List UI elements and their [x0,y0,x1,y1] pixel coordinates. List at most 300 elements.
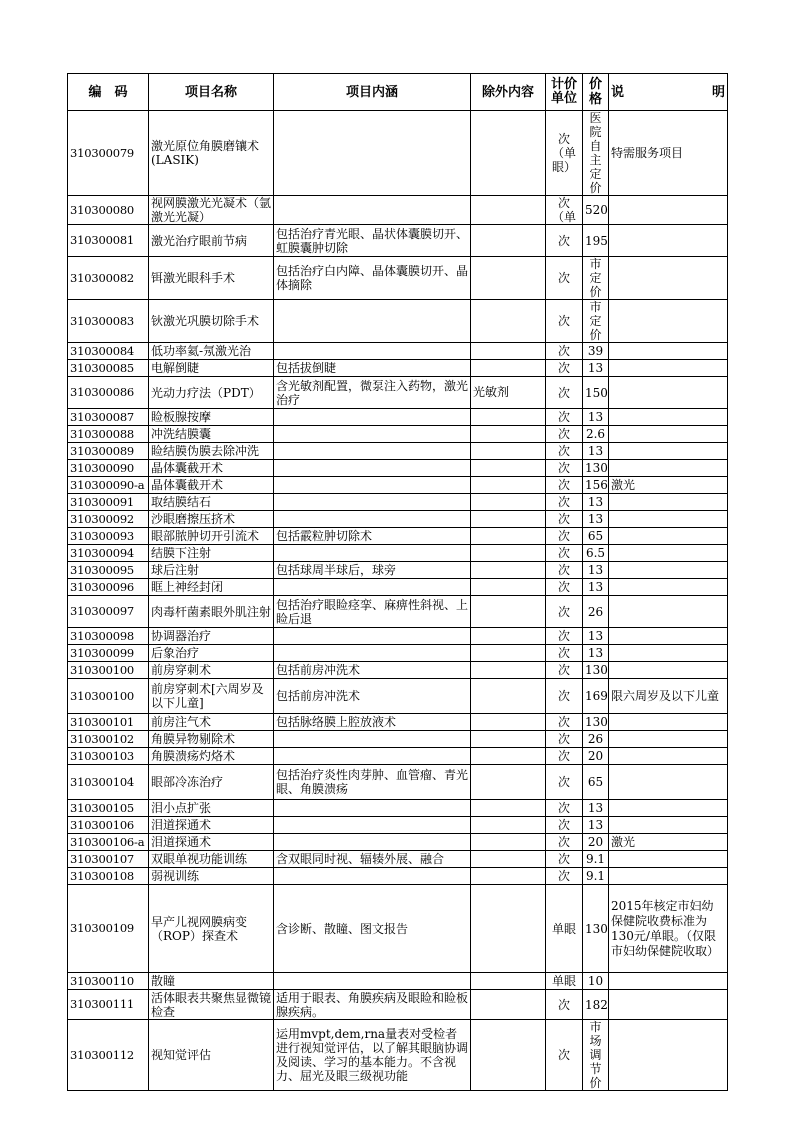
cell-unit: 次（单 [546,196,583,225]
cell-price: 150 [583,377,609,409]
cell-unit: 次 [546,1020,583,1091]
cell-price: 65 [583,765,609,800]
cell-name: 视知觉评估 [149,1020,274,1091]
cell-price: 20 [583,748,609,765]
cell-content [274,628,471,645]
cell-name: 散瞳 [149,973,274,990]
table-row [68,990,728,1020]
cell-price: 9.1 [583,851,609,868]
table-row [68,494,728,511]
cell-exclude [471,111,546,196]
table-row [68,596,728,628]
cell-unit: 次 [546,511,583,528]
cell-content: 包括治疗炎性肉芽肿、血管瘤、青光眼、角膜溃疡 [274,765,471,800]
cell-content [274,579,471,596]
cell-code: 310300084 [68,343,149,360]
table-row [68,196,728,225]
cell-price: 20 [583,834,609,851]
cell-code: 310300096 [68,579,149,596]
cell-code: 310300094 [68,545,149,562]
cell-code: 310300081 [68,225,149,257]
cell-price: 130 [583,662,609,679]
table-row [68,731,728,748]
cell-exclude [471,196,546,225]
cell-unit: 次 [546,714,583,731]
cell-unit: 次 [546,765,583,800]
cell-name: 后象治疗 [149,645,274,662]
cell-exclude [471,645,546,662]
cell-exclude [471,834,546,851]
cell-name: 睑板腺按摩 [149,409,274,426]
cell-code: 310300090 [68,460,149,477]
cell-note: 2015年核定市妇幼保健院收费标准为130元/单眼。（仅限市妇幼保健院收取） [609,885,728,973]
cell-content [274,800,471,817]
fee-table [67,73,728,1091]
cell-content: 包括霰粒肿切除术 [274,528,471,545]
cell-name: 双眼单视功能训练 [149,851,274,868]
header-exclude: 除外内容 [471,74,546,111]
cell-exclude [471,426,546,443]
cell-content [274,973,471,990]
cell-name: 泪小点扩张 [149,800,274,817]
cell-exclude [471,628,546,645]
cell-note [609,377,728,409]
cell-unit: 次 [546,494,583,511]
header-row [68,74,728,111]
cell-exclude [471,443,546,460]
cell-code: 310300087 [68,409,149,426]
cell-price: 9.1 [583,868,609,885]
cell-code: 310300085 [68,360,149,377]
cell-unit: 次 [546,645,583,662]
cell-exclude [471,460,546,477]
cell-code: 310300083 [68,300,149,343]
cell-content [274,300,471,343]
cell-content [274,817,471,834]
cell-price: 2.6 [583,426,609,443]
cell-note [609,817,728,834]
cell-name: 前房穿刺术[六周岁及以下儿童] [149,679,274,714]
cell-name: 睑结膜伪膜去除冲洗 [149,443,274,460]
cell-content [274,111,471,196]
cell-note: 限六周岁及以下儿童 [609,679,728,714]
cell-unit: 次 [546,800,583,817]
cell-price: 130 [583,714,609,731]
table-row [68,409,728,426]
table-row [68,662,728,679]
table-row [68,628,728,645]
cell-price: 520 [583,196,609,225]
table-row [68,443,728,460]
cell-name: 泪道探通术 [149,834,274,851]
cell-code: 310300086 [68,377,149,409]
cell-code: 310300080 [68,196,149,225]
cell-note [609,731,728,748]
cell-name: 眼部冷冻治疗 [149,765,274,800]
cell-name: 活体眼表共聚焦显微镜检查 [149,990,274,1020]
cell-note [609,748,728,765]
header-unit: 计价单位 [546,74,583,111]
cell-content: 包括前房冲洗术 [274,679,471,714]
cell-name: 视网膜激光光凝术（氩激光光凝） [149,196,274,225]
cell-unit: 次 [546,596,583,628]
table-row [68,679,728,714]
cell-content [274,196,471,225]
cell-name: 取结膜结石 [149,494,274,511]
cell-code: 310300095 [68,562,149,579]
cell-unit: 单眼 [546,885,583,973]
cell-price: 13 [583,628,609,645]
cell-note [609,714,728,731]
cell-code: 310300089 [68,443,149,460]
cell-exclude [471,409,546,426]
cell-name: 球后注射 [149,562,274,579]
cell-note [609,765,728,800]
header-code: 编 码 [68,74,149,111]
table-row [68,645,728,662]
cell-name: 早产儿视网膜病变（ROP）探查术 [149,885,274,973]
cell-content: 包括拔倒睫 [274,360,471,377]
cell-code: 310300106 [68,817,149,834]
cell-content [274,443,471,460]
table-row [68,765,728,800]
cell-note [609,409,728,426]
cell-unit: 次 [546,562,583,579]
cell-content: 包括治疗青光眼、晶状体囊膜切开、虹膜囊肿切除 [274,225,471,257]
cell-code: 310300107 [68,851,149,868]
cell-price: 26 [583,596,609,628]
table-row [68,834,728,851]
cell-content: 含双眼同时视、辐辏外展、融合 [274,851,471,868]
cell-price: 65 [583,528,609,545]
cell-name: 晶体囊截开术 [149,477,274,494]
cell-unit: 次 [546,851,583,868]
cell-name: 前房注气术 [149,714,274,731]
cell-code: 310300097 [68,596,149,628]
cell-code: 310300093 [68,528,149,545]
cell-code: 310300090-a [68,477,149,494]
cell-content: 包括前房冲洗术 [274,662,471,679]
cell-price: 6.5 [583,545,609,562]
cell-price: 130 [583,460,609,477]
cell-content: 适用于眼表、角膜疾病及眼睑和睑板腺疾病。 [274,990,471,1020]
cell-code: 310300103 [68,748,149,765]
cell-exclude [471,731,546,748]
cell-exclude [471,851,546,868]
table-row [68,868,728,885]
cell-exclude [471,800,546,817]
cell-name: 眶上神经封闭 [149,579,274,596]
cell-code: 310300108 [68,868,149,885]
cell-note [609,1020,728,1091]
cell-content: 含诊断、散瞳、图文报告 [274,885,471,973]
cell-note [609,628,728,645]
cell-content: 包括脉络膜上腔放液术 [274,714,471,731]
cell-content: 包括治疗白内障、晶体囊膜切开、晶体摘除 [274,257,471,300]
cell-note [609,511,728,528]
cell-note [609,426,728,443]
cell-exclude [471,1020,546,1091]
cell-content: 运用mvpt,dem,rna量表对受检者进行视知觉评估，以了解其眼脑协调及阅读、学习的基本能力。不含视力、屈光及眼三级视功能 [274,1020,471,1091]
cell-unit: 次 [546,257,583,300]
cell-name: 钬激光巩膜切除手术 [149,300,274,343]
table-row [68,1020,728,1091]
cell-note [609,443,728,460]
cell-price: 13 [583,494,609,511]
cell-price: 156 [583,477,609,494]
cell-content [274,343,471,360]
table-row [68,851,728,868]
cell-price: 13 [583,409,609,426]
cell-unit: 次 [546,377,583,409]
table-row [68,377,728,409]
cell-exclude [471,257,546,300]
cell-code: 310300110 [68,973,149,990]
cell-price: 医院自主定价 [583,111,609,196]
cell-exclude [471,817,546,834]
header-note: 说 明 [609,74,728,111]
cell-content: 包括治疗眼睑痉挛、麻痹性斜视、上睑后退 [274,596,471,628]
cell-code: 310300100 [68,662,149,679]
cell-exclude [471,973,546,990]
table-row [68,817,728,834]
cell-name: 沙眼磨擦压挤术 [149,511,274,528]
cell-unit: 次 [546,343,583,360]
cell-unit: 次 [546,679,583,714]
cell-unit: 次 [546,834,583,851]
cell-name: 肉毒杆菌素眼外肌注射 [149,596,274,628]
table-row [68,460,728,477]
cell-price: 13 [583,579,609,596]
cell-note [609,990,728,1020]
cell-name: 冲洗结膜囊 [149,426,274,443]
cell-content [274,494,471,511]
cell-unit: 次 [546,731,583,748]
cell-exclude [471,596,546,628]
cell-price: 169 [583,679,609,714]
cell-name: 激光原位角膜磨镶术(LASIK) [149,111,274,196]
cell-price: 13 [583,645,609,662]
cell-name: 铒激光眼科手术 [149,257,274,300]
cell-note [609,528,728,545]
cell-exclude [471,562,546,579]
cell-code: 310300109 [68,885,149,973]
table-row [68,528,728,545]
cell-price: 13 [583,562,609,579]
cell-note [609,596,728,628]
cell-price: 13 [583,360,609,377]
cell-unit: 次 [546,443,583,460]
cell-note [609,562,728,579]
cell-note [609,662,728,679]
cell-note [609,494,728,511]
cell-note [609,360,728,377]
cell-unit: 次 [546,545,583,562]
table-row [68,748,728,765]
cell-exclude [471,679,546,714]
cell-unit: 次 [546,360,583,377]
cell-exclude [471,343,546,360]
cell-name: 角膜溃疡灼烙术 [149,748,274,765]
cell-exclude: 光敏剂 [471,377,546,409]
cell-name: 协调器治疗 [149,628,274,645]
cell-name: 眼部脓肿切开引流术 [149,528,274,545]
cell-name: 结膜下注射 [149,545,274,562]
cell-content [274,645,471,662]
cell-code: 310300105 [68,800,149,817]
cell-exclude [471,225,546,257]
cell-content [274,545,471,562]
cell-code: 310300111 [68,990,149,1020]
cell-unit: 次 [546,579,583,596]
cell-price: 10 [583,973,609,990]
cell-name: 前房穿刺术 [149,662,274,679]
cell-note [609,800,728,817]
cell-name: 泪道探通术 [149,817,274,834]
cell-exclude [471,868,546,885]
cell-exclude [471,579,546,596]
cell-name: 激光治疗眼前节病 [149,225,274,257]
cell-note [609,545,728,562]
cell-code: 310300101 [68,714,149,731]
table-row [68,300,728,343]
table-row [68,885,728,973]
cell-content [274,748,471,765]
table-row [68,257,728,300]
cell-price: 13 [583,511,609,528]
cell-exclude [471,494,546,511]
cell-note [609,851,728,868]
cell-exclude [471,748,546,765]
cell-exclude [471,511,546,528]
table-row [68,426,728,443]
cell-content [274,834,471,851]
cell-price: 13 [583,800,609,817]
cell-unit: 次 [546,528,583,545]
cell-code: 310300091 [68,494,149,511]
table-row [68,111,728,196]
cell-code: 310300098 [68,628,149,645]
cell-content [274,868,471,885]
cell-exclude [471,990,546,1020]
cell-code: 310300100 [68,679,149,714]
table-row [68,973,728,990]
cell-price: 182 [583,990,609,1020]
cell-note: 激光 [609,477,728,494]
cell-note [609,343,728,360]
cell-unit: 次 [546,426,583,443]
cell-note [609,973,728,990]
cell-price: 市定价 [583,300,609,343]
cell-name: 低功率氦-氖激光治 [149,343,274,360]
table-row [68,714,728,731]
cell-code: 310300099 [68,645,149,662]
cell-unit: 次 [546,628,583,645]
cell-unit: 次 [546,868,583,885]
cell-unit: 次 [546,409,583,426]
cell-content [274,731,471,748]
cell-code: 310300112 [68,1020,149,1091]
cell-code: 310300088 [68,426,149,443]
cell-note [609,257,728,300]
table-row [68,800,728,817]
cell-content: 包括球周半球后，球旁 [274,562,471,579]
cell-note [609,196,728,225]
cell-content: 含光敏剂配置，微泵注入药物，激光治疗 [274,377,471,409]
cell-unit: 次 [546,990,583,1020]
cell-price: 13 [583,817,609,834]
header-content: 项目内涵 [274,74,471,111]
cell-exclude [471,714,546,731]
cell-exclude [471,662,546,679]
cell-note: 激光 [609,834,728,851]
cell-note [609,225,728,257]
table-row [68,562,728,579]
cell-unit: 次 [546,300,583,343]
cell-code: 310300104 [68,765,149,800]
cell-unit: 次 [546,225,583,257]
cell-unit: 次 [546,477,583,494]
cell-price: 13 [583,443,609,460]
table-row [68,477,728,494]
header-price: 价格 [583,74,609,111]
cell-unit: 次 [546,817,583,834]
cell-name: 光动力疗法（PDT） [149,377,274,409]
cell-name: 电解倒睫 [149,360,274,377]
cell-note [609,645,728,662]
cell-unit: 次 [546,460,583,477]
cell-content [274,409,471,426]
cell-price: 39 [583,343,609,360]
cell-unit: 单眼 [546,973,583,990]
cell-price: 195 [583,225,609,257]
cell-exclude [471,477,546,494]
cell-price: 130 [583,885,609,973]
table-row [68,360,728,377]
cell-price: 市定价 [583,257,609,300]
cell-note: 特需服务项目 [609,111,728,196]
cell-exclude [471,765,546,800]
cell-content [274,477,471,494]
table-row [68,343,728,360]
cell-name: 角膜异物剔除术 [149,731,274,748]
cell-code: 310300079 [68,111,149,196]
cell-unit: 次（单眼） [546,111,583,196]
cell-unit: 次 [546,748,583,765]
table-row [68,225,728,257]
table-row [68,545,728,562]
table-row [68,511,728,528]
cell-unit: 次 [546,662,583,679]
cell-name: 弱视训练 [149,868,274,885]
cell-note [609,300,728,343]
cell-content [274,511,471,528]
cell-code: 310300092 [68,511,149,528]
cell-exclude [471,545,546,562]
cell-exclude [471,885,546,973]
cell-content [274,426,471,443]
cell-note [609,868,728,885]
cell-name: 晶体囊截开术 [149,460,274,477]
cell-code: 310300082 [68,257,149,300]
table-row [68,579,728,596]
cell-exclude [471,300,546,343]
header-name: 项目名称 [149,74,274,111]
cell-code: 310300102 [68,731,149,748]
cell-exclude [471,528,546,545]
cell-price: 26 [583,731,609,748]
cell-exclude [471,360,546,377]
